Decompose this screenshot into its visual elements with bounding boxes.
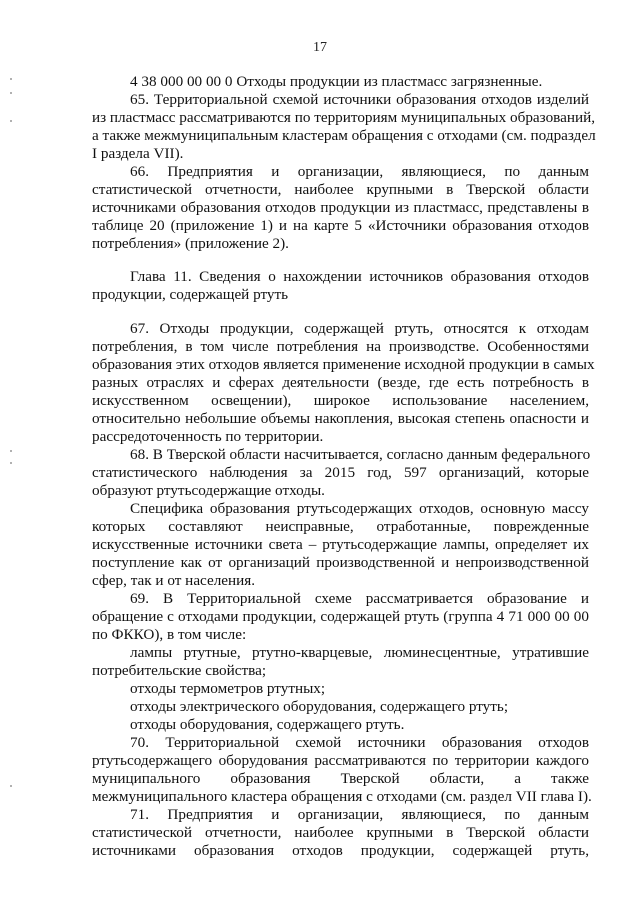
text-line: 70. Территориальной схемой источники образования отходов [130,734,589,751]
text-line: искусственном освещении), широкое использование населением, [92,392,589,409]
text-line: таблице 20 (приложение 1) и на карте 5 «Источники образования отходов [92,217,589,234]
text-line: 69. В Территориальной схеме рассматривается образование и [130,590,589,607]
text-line: статистической отчетности, наиболее крупными в Тверской области [92,824,589,841]
text-line: источниками образования отходов продукции, содержащей ртуть, [92,842,589,859]
chapter-heading: продукции, содержащей ртуть [92,286,289,303]
text-line: 71. Предприятия и организации, являющиеся, по данным [130,806,589,823]
list-item: потребительские свойства; [92,662,267,679]
scan-mark [10,92,12,94]
text-line: сфер, так и от населения. [92,572,256,589]
text-line: 66. Предприятия и организации, являющиеся, по данным [130,163,589,180]
text-line: 65. Территориальной схемой источники образования отходов изделий [130,91,589,108]
text-line: источниками образования отходов продукции из пластмасс, представлены в [92,199,589,216]
text-line: 4 38 000 00 00 0 Отходы продукции из пластмасс загрязненные. [130,73,543,90]
text-line: статистической отчетности, наиболее крупными в Тверской области [92,181,589,198]
scan-mark [10,450,12,452]
text-line: по ФККО), в том числе: [92,626,247,643]
text-line: статистического наблюдения за 2015 год, 597 организаций, которые [92,464,589,481]
text-line: из пластмасс рассматриваются по территориям муниципальных образований, [92,109,596,126]
page-number: 17 [313,40,327,55]
text-line: 68. В Тверской области насчитывается, согласно данным федерального [130,446,591,463]
text-line: разных отраслях и сферах деятельности (везде, где есть потребность в [92,374,589,391]
list-item: лампы ртутные, ртутно-кварцевые, люминесцентные, утратившие [130,644,589,661]
scan-mark [10,785,12,787]
scan-mark [10,120,12,122]
text-line: I раздела VII). [92,145,184,162]
text-line: относительно небольшие объемы накопления, высокая степень опасности и [92,410,589,427]
text-line: муниципального образования Тверской области, а также [92,770,589,787]
text-line: 67. Отходы продукции, содержащей ртуть, относятся к отходам [130,320,589,337]
text-line: рассредоточенность по территории. [92,428,324,445]
list-item: отходы термометров ртутных; [130,680,326,697]
list-item: отходы оборудования, содержащего ртуть. [130,716,405,733]
scan-mark [10,78,12,80]
text-line: искусственные источники света – ртутьсодержащие лампы, определяет их [92,536,589,553]
list-item: отходы электрического оборудования, содержащего ртуть; [130,698,509,715]
chapter-heading: Глава 11. Сведения о нахождении источников образования отходов [130,268,589,285]
scan-mark [10,462,12,464]
text-line: которых составляют неисправные, отработанные, поврежденные [92,518,589,535]
text-line: потребления» (приложение 2). [92,235,289,252]
text-line: поступление как от организаций производственной и непроизводственной [92,554,589,571]
text-line: образования этих отходов является применение исходной продукции в самых [92,356,595,373]
text-line: а также межмуниципальным кластерам обращения с отходами (см. подраздел [92,127,596,144]
text-line: межмуниципального кластера обращения с отходами (см. раздел VII глава I). [92,788,592,805]
text-line: ртутьсодержащего оборудования рассматриваются по территории каждого [92,752,589,769]
text-line: потребления, в том числе потребления на производстве. Особенностями [92,338,589,355]
text-line: образуют ртутьсодержащие отходы. [92,482,325,499]
text-line: Специфика образования ртутьсодержащих отходов, основную массу [130,500,589,517]
text-line: обращение с отходами продукции, содержащей ртуть (группа 4 71 000 00 00 [92,608,589,625]
